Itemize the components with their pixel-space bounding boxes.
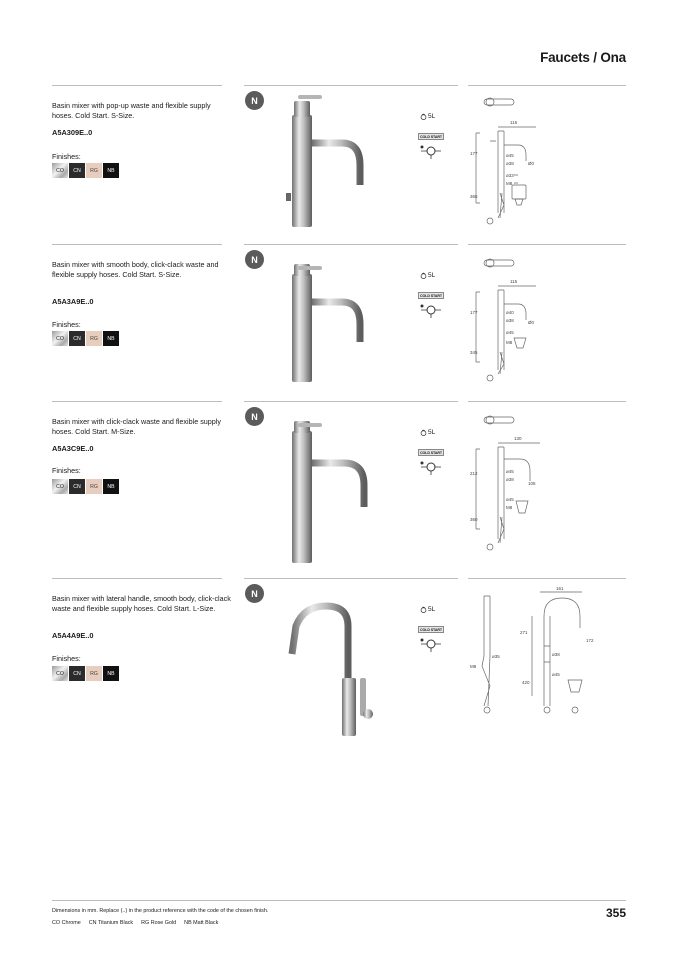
finish-swatch-matt-black[interactable]: NB — [103, 666, 119, 681]
product-reference: A5A309E..0 — [52, 128, 93, 137]
page-number: 355 — [605, 906, 626, 920]
finish-swatch-rose-gold[interactable]: RG — [86, 163, 102, 178]
dim-diameter-b: ø38 — [506, 161, 514, 166]
finish-swatch-titanium-black[interactable]: CN — [69, 331, 85, 346]
new-badge: N — [245, 250, 264, 269]
water-flow-value: 5L — [428, 429, 436, 436]
new-badge: N — [245, 91, 264, 110]
divider — [52, 401, 222, 402]
cold-start-icon — [418, 456, 444, 476]
dim-width: 115 — [510, 120, 518, 125]
dim-width: 161 — [556, 586, 564, 591]
cold-start-icon — [418, 633, 444, 653]
page-title: Faucets / Ona — [540, 50, 626, 65]
legend-matt-black: NB Matt Black — [184, 920, 219, 926]
dim-angle: Ø0 — [528, 161, 535, 166]
finish-swatch-matt-black[interactable]: NB — [103, 331, 119, 346]
finish-swatch-chrome[interactable]: CO — [52, 666, 68, 681]
divider — [244, 85, 458, 86]
product-reference: A5A4A9E..0 — [52, 631, 94, 640]
dim-height: 212 — [470, 471, 478, 476]
technical-drawing — [470, 409, 570, 554]
dim-total-height: 365 — [470, 194, 478, 199]
product-entry — [0, 578, 678, 743]
finish-swatch-titanium-black[interactable]: CN — [69, 479, 85, 494]
footer-divider — [52, 900, 626, 901]
dim-total-height: 345 — [470, 350, 478, 355]
finish-swatch-chrome[interactable]: CO — [52, 331, 68, 346]
water-saving-label — [420, 429, 435, 436]
water-saving-label — [420, 606, 435, 613]
footnote: Dimensions in mm. Replace (..) in the product reference with the code of the chosen finish. — [52, 908, 269, 914]
dim-thread: M8 — [470, 664, 477, 669]
technical-drawing — [470, 586, 600, 721]
finishes-label: Finishes: — [52, 466, 81, 475]
dim-diameter-c: ø45 — [506, 497, 514, 502]
dim-diameter-c: ø45 — [506, 330, 514, 335]
finish-swatch-chrome[interactable]: CO — [52, 163, 68, 178]
product-description: Basin mixer with pop-up waste and flexible supply hoses. Cold Start. S-Size. — [52, 101, 211, 120]
technical-drawing — [470, 252, 570, 387]
product-reference: A5A3A9E..0 — [52, 297, 94, 306]
water-drop-icon — [420, 113, 427, 120]
dim-thread: M8 — [506, 181, 513, 186]
cold-start-symbol — [418, 133, 444, 165]
water-saving-label — [420, 113, 435, 120]
faucet-photo — [276, 586, 396, 736]
product-description: Basin mixer with click-clack waste and flexible supply hoses. Cold Start. M-Size. — [52, 417, 221, 436]
divider — [52, 578, 222, 579]
product-reference: A5A3C9E..0 — [52, 444, 94, 453]
dim-diameter-b: ø38 — [506, 318, 514, 323]
dim-diameter-a: ø40 — [506, 310, 514, 315]
finish-swatch-rose-gold[interactable]: RG — [86, 666, 102, 681]
dim-diameter-a: ø45 — [506, 469, 514, 474]
dim-height: 177 — [470, 310, 478, 315]
dim-total-height: 360 — [470, 517, 478, 522]
cold-start-label: COLD START — [418, 292, 444, 299]
dim-diameter-a: ø45 — [506, 153, 514, 158]
cold-start-label: COLD START — [418, 626, 444, 633]
legend-titanium-black: CN Titanium Black — [88, 920, 134, 926]
water-drop-icon — [420, 429, 427, 436]
dim-thread: M8 — [506, 505, 513, 510]
finish-swatches — [52, 163, 119, 178]
divider — [244, 578, 458, 579]
divider — [244, 401, 458, 402]
dim-reach: 105 — [528, 481, 536, 486]
divider — [52, 85, 222, 86]
cold-start-symbol — [418, 449, 444, 481]
finish-swatch-rose-gold[interactable]: RG — [86, 331, 102, 346]
finishes-label: Finishes: — [52, 320, 81, 329]
cold-start-symbol — [418, 626, 444, 658]
finish-swatch-titanium-black[interactable]: CN — [69, 163, 85, 178]
cold-start-label: COLD START — [418, 133, 444, 140]
dim-total-height: 420 — [522, 680, 530, 685]
dim-width: 115 — [510, 279, 518, 284]
dim-spout-height: 172 — [586, 638, 594, 643]
divider — [468, 244, 626, 245]
legend-chrome: CO Chrome — [52, 920, 81, 926]
cold-start-label: COLD START — [418, 449, 444, 456]
dim-angle: Ø0 — [528, 320, 535, 325]
water-saving-label — [420, 272, 435, 279]
water-flow-value: 5L — [428, 606, 436, 613]
finish-swatch-matt-black[interactable]: NB — [103, 479, 119, 494]
new-badge: N — [245, 407, 264, 426]
cold-start-icon — [418, 299, 444, 319]
finish-legend — [52, 920, 218, 926]
technical-drawing — [470, 93, 570, 228]
finish-swatch-titanium-black[interactable]: CN — [69, 666, 85, 681]
finishes-label: Finishes: — [52, 152, 81, 161]
product-entry — [0, 401, 678, 566]
dim-diameter-b: ø38 — [506, 477, 514, 482]
new-badge: N — [245, 584, 264, 603]
dim-width: 130 — [514, 436, 522, 441]
product-entry — [0, 244, 678, 409]
finish-swatch-rose-gold[interactable]: RG — [86, 479, 102, 494]
water-flow-value: 5L — [428, 272, 436, 279]
water-drop-icon — [420, 606, 427, 613]
dim-diameter-c: ø33 — [506, 173, 514, 178]
faucet-photo — [268, 252, 378, 392]
cold-start-symbol — [418, 292, 444, 324]
dim-height: 271 — [520, 630, 528, 635]
divider — [468, 401, 626, 402]
divider — [468, 578, 626, 579]
product-description: Basin mixer with lateral handle, smooth body, click-clack waste and flexible supply hoses. Cold Start. L-Size. — [52, 594, 231, 613]
water-flow-value: 5L — [428, 113, 436, 120]
water-drop-icon — [420, 272, 427, 279]
finish-swatch-matt-black[interactable]: NB — [103, 163, 119, 178]
divider — [468, 85, 626, 86]
finish-swatch-chrome[interactable]: CO — [52, 479, 68, 494]
dim-diameter-c: ø45 — [552, 672, 560, 677]
dim-diameter-a: ø35 — [492, 654, 500, 659]
finish-swatches — [52, 666, 119, 681]
divider — [52, 244, 222, 245]
divider — [244, 244, 458, 245]
dim-thread: M8 — [506, 340, 513, 345]
dim-diameter-b: ø38 — [552, 652, 560, 657]
product-entry — [0, 85, 678, 250]
faucet-photo — [268, 409, 378, 569]
product-description: Basin mixer with smooth body, click-clack waste and flexible supply hoses. Cold Start. S-Size. — [52, 260, 219, 279]
legend-rose-gold: RG Rose Gold — [141, 920, 177, 926]
faucet-photo — [268, 93, 378, 233]
finish-swatches — [52, 479, 119, 494]
finishes-label: Finishes: — [52, 654, 81, 663]
dim-height: 177 — [470, 151, 478, 156]
finish-swatches — [52, 331, 119, 346]
cold-start-icon — [418, 140, 444, 160]
